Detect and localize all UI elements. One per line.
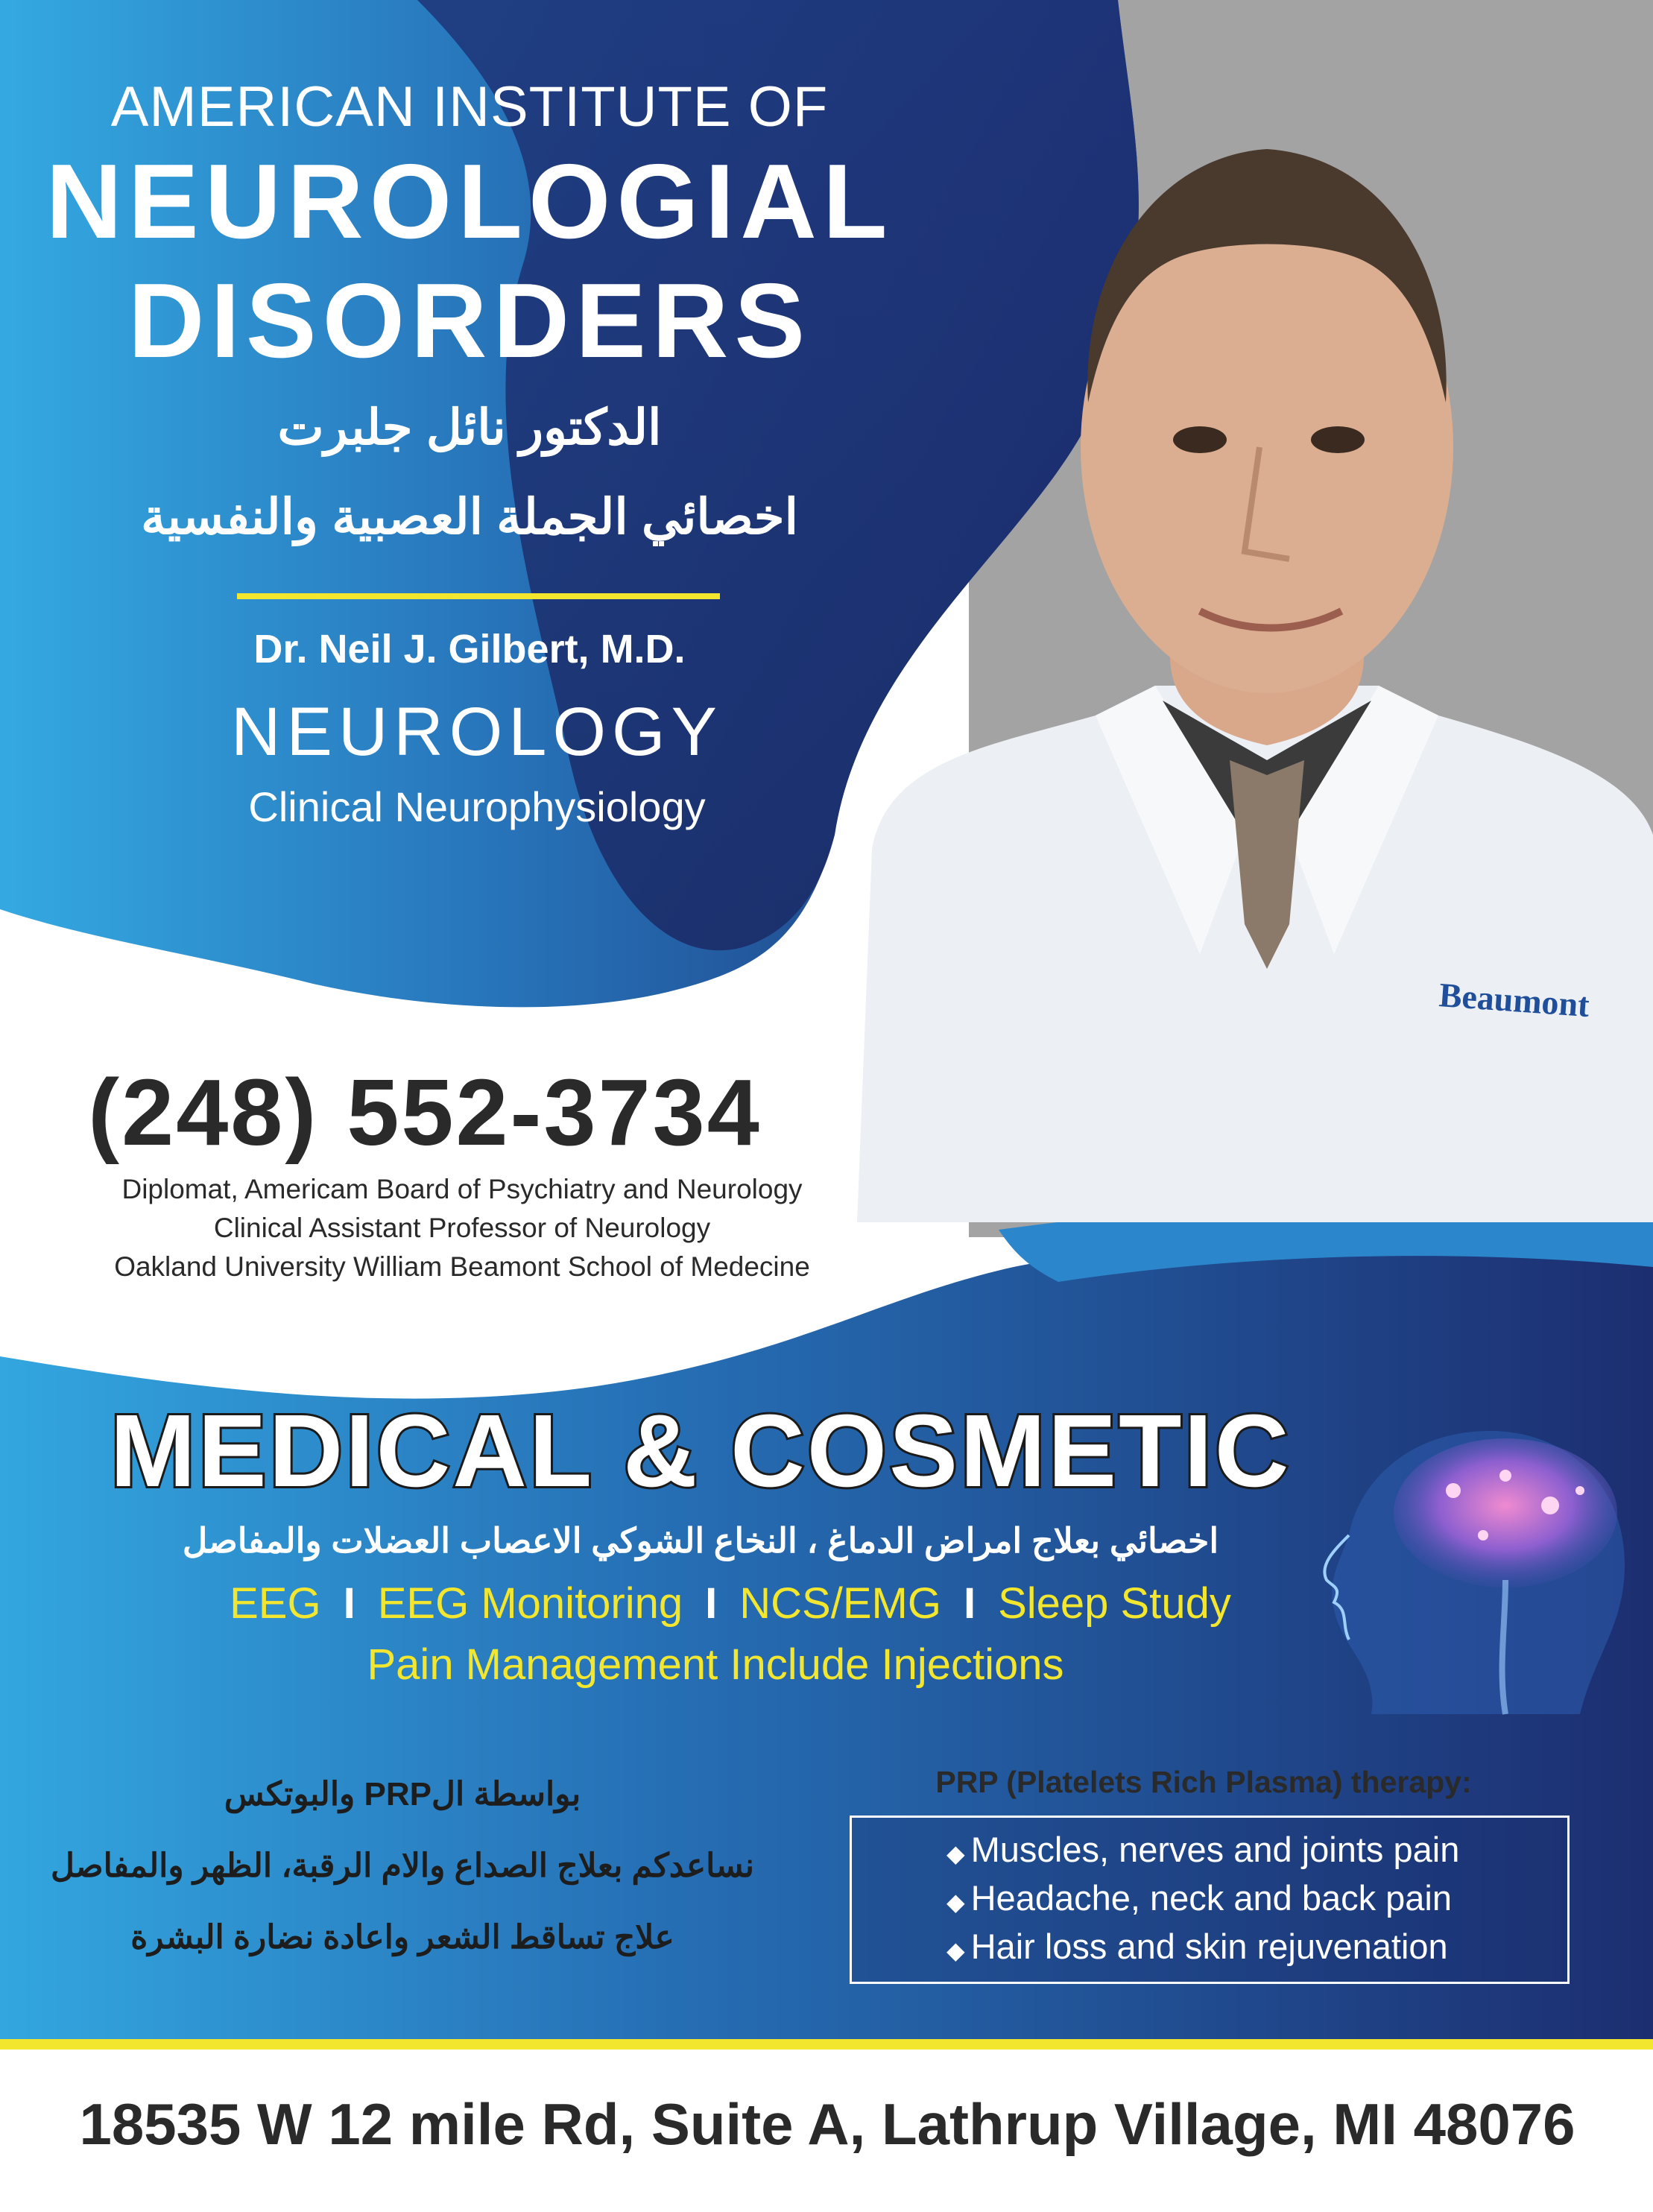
diamond-bullet-icon: ◆ xyxy=(946,1937,965,1964)
pain-management: Pain Management Include Injections xyxy=(367,1640,1064,1689)
service-item: NCS/EMG xyxy=(739,1579,941,1628)
diamond-bullet-icon: ◆ xyxy=(946,1889,965,1915)
credential-line: Clinical Assistant Professor of Neurology xyxy=(213,1213,711,1243)
brain-head-icon xyxy=(1282,1401,1640,1729)
diamond-bullet-icon: ◆ xyxy=(946,1840,965,1867)
prp-list-item: ◆ Hair loss and skin rejuvenation xyxy=(946,1927,1448,1966)
institute-name-line3: DISORDERS xyxy=(127,262,812,380)
service-item: EEG Monitoring xyxy=(377,1579,683,1628)
credential-line: Oakland University William Beamont School of Medecine xyxy=(114,1251,810,1282)
service-item: Sleep Study xyxy=(998,1579,1231,1628)
separator: I xyxy=(343,1579,355,1628)
service-item: EEG xyxy=(230,1579,321,1628)
arabic-prp-line: بواسطة الPRP والبوتكس xyxy=(224,1776,581,1813)
arabic-prp-line: نساعدكم بعلاج الصداع والام الرقبة، الظهر والمفاصل xyxy=(50,1848,755,1884)
institute-name-line1: AMERICAN INSTITUTE OF xyxy=(110,75,829,139)
prp-list-item: ◆ Headache, neck and back pain xyxy=(946,1878,1453,1918)
gold-divider xyxy=(237,593,720,599)
arabic-prp-block xyxy=(30,1759,775,1974)
institute-name-line2: NEUROLOGIAL xyxy=(45,142,894,261)
doctor-photo xyxy=(842,89,1653,1222)
services-title: MEDICAL & COSMETIC xyxy=(110,1394,1292,1508)
separator: I xyxy=(963,1579,976,1628)
arabic-prp-line: علاج تساقط الشعر واعادة نضارة البشرة xyxy=(130,1919,674,1956)
address: 18535 W 12 mile Rd, Suite A, Lathrup Village, MI 48076 xyxy=(79,2091,1575,2157)
footer-divider xyxy=(0,2039,1653,2050)
subspecialty: Clinical Neurophysiology xyxy=(248,783,706,830)
specialty: NEUROLOGY xyxy=(231,694,723,770)
services-list xyxy=(149,1579,1312,1628)
arabic-doctor-name: الدكتور نائل جلبرت xyxy=(277,399,662,455)
prp-heading: PRP (Platelets Rich Plasma) therapy: xyxy=(935,1765,1472,1799)
arabic-services-description: اخصائي بعلاج امراض الدماغ ، النخاع الشوكي الاعصاب العضلات والمفاصل xyxy=(182,1521,1219,1560)
credential-line: Diplomat, Americam Board of Psychiatry and Neurology xyxy=(121,1174,803,1204)
phone-number[interactable]: (248) 552-3734 xyxy=(88,1060,762,1165)
coat-label: Beaumont xyxy=(1438,976,1591,1025)
prp-list-item: ◆ Muscles, nerves and joints pain xyxy=(946,1830,1460,1869)
prp-list xyxy=(946,1827,1558,1973)
doctor-name: Dr. Neil J. Gilbert, M.D. xyxy=(253,627,686,672)
separator: I xyxy=(705,1579,718,1628)
arabic-doctor-title: اخصائي الجملة العصبية والنفسية xyxy=(141,489,798,544)
